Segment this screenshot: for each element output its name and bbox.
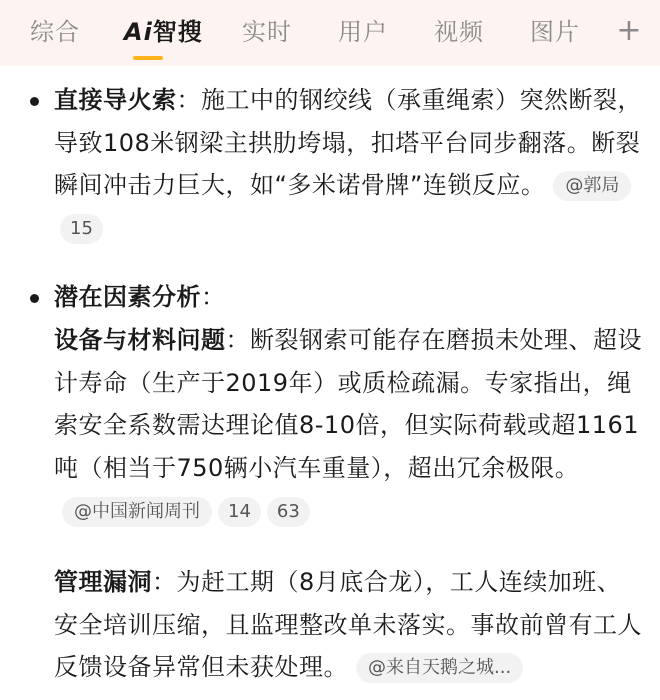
block-heading: 直接导火索	[54, 86, 177, 114]
plus-icon[interactable]: +	[616, 13, 642, 48]
search-tab-bar	[0, 0, 660, 66]
answer-block-equipment	[54, 319, 644, 533]
tab-label: 用户	[338, 18, 388, 46]
tab-label: 综合	[30, 18, 80, 46]
tab-realtime[interactable]	[242, 14, 292, 50]
tab-comprehensive[interactable]	[30, 14, 80, 50]
tab-users[interactable]	[338, 14, 388, 50]
source-chip[interactable]: @郭局	[553, 171, 631, 201]
tab-images[interactable]	[530, 14, 580, 50]
block-text: ：为赶工期（8月底合龙），工人连续加班、安全培训压缩，且监理整改单未落实。事故前曾有工人反馈设备异常但未获处理。	[54, 568, 642, 682]
active-tab-indicator	[133, 56, 163, 60]
block-heading: 设备与材料问题	[54, 326, 226, 354]
citation-count-chip[interactable]: 15	[60, 214, 103, 244]
bullet-dot	[30, 294, 39, 303]
ai-logo-icon: Ai	[124, 18, 153, 46]
answer-block-management	[54, 561, 644, 689]
source-chip[interactable]: @中国新闻周刊	[62, 497, 212, 527]
citation-count-chip[interactable]: 14	[218, 497, 261, 527]
tab-ai-search[interactable]	[124, 14, 203, 50]
block-text: ：断裂钢索可能存在磨损未处理、超设计寿命（生产于2019年）或质检疏漏。专家指出，绳索安全系数需达理论值8-10倍，但实际荷载或超1161吨（相当于750辆小汽车重量），超出冗余极限。	[54, 326, 642, 483]
block-text: ：	[201, 283, 226, 311]
answer-block-potential-factors	[54, 276, 644, 319]
citation-count-chip[interactable]: 63	[267, 497, 310, 527]
tab-label: 实时	[242, 18, 292, 46]
block-heading: 潜在因素分析	[54, 283, 201, 311]
tab-video[interactable]	[434, 14, 484, 50]
tab-label: 智搜	[152, 18, 203, 46]
tab-label: 视频	[434, 18, 484, 46]
block-text: ：施工中的钢绞线（承重绳索）突然断裂，导致108米钢梁主拱肋垮塌，扣塔平台同步翻落。断裂瞬间冲击力巨大，如“多米诺骨牌”连锁反应。	[54, 86, 642, 200]
bullet-dot	[30, 97, 39, 106]
block-heading: 管理漏洞	[54, 568, 152, 596]
tab-label: 图片	[530, 18, 580, 46]
source-chip[interactable]: @来自天鹅之城...	[356, 653, 523, 683]
answer-block-direct-cause	[54, 79, 644, 250]
